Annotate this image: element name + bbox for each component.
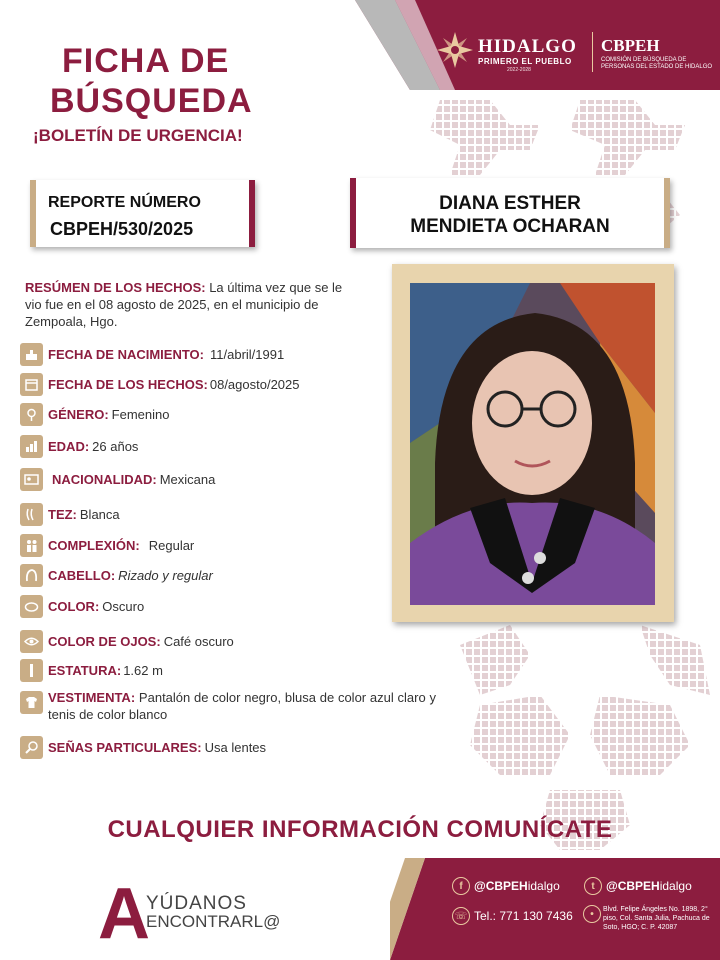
header-divider (592, 32, 593, 72)
field-distinguishing-marks-label: SEÑAS PARTICULARES: (48, 739, 202, 755)
state-motto: PRIMERO EL PUEBLO (478, 57, 572, 66)
hair-icon (20, 564, 43, 587)
facebook-handle-rest: idalgo (527, 879, 560, 893)
field-hair-label: CABELLO: (48, 567, 116, 583)
field-eye-color (20, 629, 234, 653)
state-name: HIDALGO (478, 36, 577, 57)
gender-icon (20, 403, 43, 426)
field-eye-color-value: Café oscuro (163, 633, 234, 649)
field-eye-color-label: COLOR DE OJOS: (48, 633, 161, 649)
help-logo-line1: YÚDANOS (146, 893, 247, 914)
field-event-date-label: FECHA DE LOS HECHOS: (48, 376, 208, 392)
help-logo-letter: A (98, 874, 150, 954)
facts-summary-label: RESÚMEN DE LOS HECHOS: (25, 280, 206, 295)
field-skin (20, 502, 120, 526)
twitter-icon: t (584, 877, 602, 895)
field-clothing-label: VESTIMENTA: (48, 690, 136, 705)
cake-icon (20, 343, 43, 366)
facebook-handle-bold: @CBPEH (474, 879, 528, 893)
state-years: 2022-2028 (507, 67, 531, 73)
address-text: Blvd. Felipe Ángeles No. 1898, 2° piso, Col. Santa Julia, Pachuca de Soto, HGO; C. P. 42087 (603, 906, 710, 931)
field-build-value: Regular (148, 537, 195, 553)
person-name-line1: DIANA ESTHER (439, 193, 581, 214)
field-age-label: EDAD: (48, 438, 90, 454)
phone-contact[interactable] (452, 907, 573, 925)
calendar-icon (20, 373, 43, 396)
eye-icon (20, 630, 43, 653)
field-height-value: 1.62 m (123, 662, 163, 678)
field-build-label: COMPLEXIÓN: (48, 537, 140, 553)
field-nationality-value: Mexicana (159, 471, 216, 487)
facts-summary-text: La última vez que se le vio fue en el 08 agosto de 2025, en el municipio de Zempoala, Hgo. (25, 280, 343, 329)
person-photo (410, 283, 655, 605)
field-color (20, 594, 144, 618)
field-gender-label: GÉNERO: (48, 406, 109, 422)
field-skin-value: Blanca (79, 506, 120, 522)
facts-summary (25, 279, 355, 330)
field-color-value: Oscuro (102, 598, 145, 614)
field-gender (20, 402, 169, 426)
ruler-icon (20, 659, 43, 682)
twitter-contact[interactable] (584, 877, 692, 895)
field-age (20, 434, 138, 458)
field-nationality (20, 467, 215, 491)
age-icon (20, 435, 43, 458)
field-gender-value: Femenino (111, 406, 170, 422)
field-hair-value: Rizado y regular (118, 567, 213, 583)
shirt-icon (20, 691, 43, 714)
palette-icon (20, 595, 43, 618)
report-box (30, 180, 255, 247)
location-contact (583, 905, 605, 923)
person-name-box (350, 178, 670, 248)
hidalgo-logo-icon (435, 30, 475, 70)
report-number: CBPEH/530/2025 (50, 219, 194, 239)
report-label: REPORTE NÚMERO (48, 194, 201, 211)
id-card-icon (20, 468, 43, 491)
field-height-label: ESTATURA: (48, 662, 122, 678)
field-build (20, 533, 194, 557)
field-age-value: 26 años (92, 438, 139, 454)
field-nationality-label: NACIONALIDAD: (52, 471, 157, 487)
help-logo-line2: ENCONTRARL@ (146, 912, 281, 931)
field-hair (20, 563, 213, 587)
agency-full-name: COMISIÓN DE BÚSQUEDA DE PERSONAS DEL ESTADO DE HIDALGO (601, 57, 713, 70)
field-distinguishing-marks (20, 735, 266, 759)
field-birth-date-label: FECHA DE NACIMIENTO: (48, 346, 204, 362)
field-event-date-value: 08/agosto/2025 (209, 376, 300, 392)
facebook-icon: f (452, 877, 470, 895)
field-distinguishing-marks-value: Usa lentes (204, 739, 267, 755)
field-birth-date-value: 11/abril/1991 (210, 346, 285, 362)
body-icon (20, 534, 43, 557)
agency-acronym: CBPEH (601, 36, 660, 55)
field-clothing-value: Pantalón de color negro, blusa de color azul claro y tenis de color blanco (48, 690, 436, 722)
field-clothing (20, 689, 436, 723)
page-title-line1: FICHA DE (62, 42, 230, 80)
field-color-label: COLOR: (48, 598, 100, 614)
facebook-contact[interactable] (452, 877, 560, 895)
page-title-line2: BÚSQUEDA (50, 82, 253, 120)
skin-icon (20, 503, 43, 526)
call-to-action: CUALQUIER INFORMACIÓN COMUNÍCATE (107, 816, 613, 843)
person-name-line2: MENDIETA OCHARAN (410, 216, 610, 237)
field-skin-label: TEZ: (48, 506, 77, 522)
magnifier-icon (20, 736, 43, 759)
twitter-handle-bold: @CBPEH (606, 879, 660, 893)
field-birth-date (20, 342, 284, 366)
phone-icon: ☏ (452, 907, 470, 925)
page-subtitle: ¡BOLETÍN DE URGENCIA! (33, 126, 243, 145)
field-event-date (20, 372, 300, 396)
location-pin-icon: • (583, 905, 601, 923)
twitter-handle-rest: idalgo (659, 879, 692, 893)
field-height (20, 658, 163, 682)
phone-number: Tel.: 771 130 7436 (474, 909, 573, 923)
